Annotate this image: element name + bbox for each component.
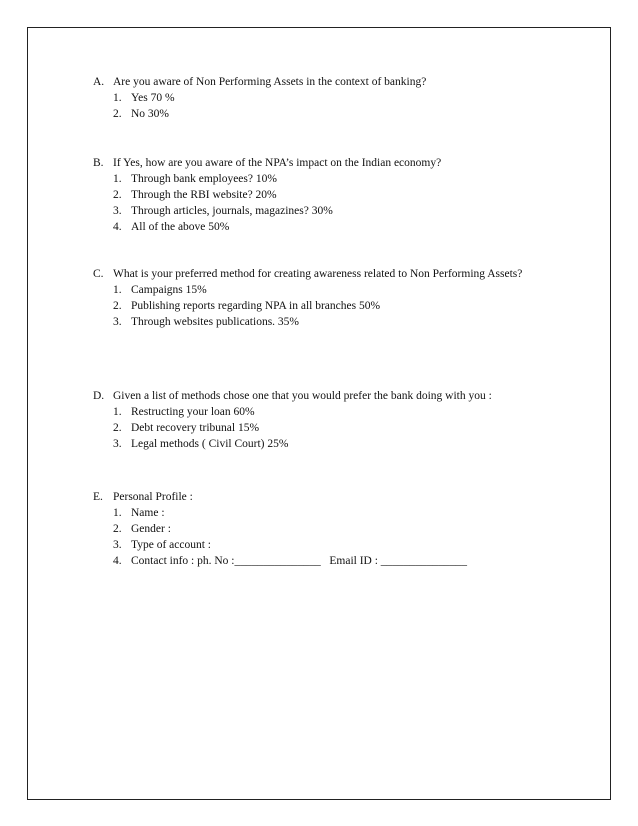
option-text: Restructing your loan 60% (131, 406, 255, 418)
option-item (93, 203, 563, 219)
question-letter: B. (93, 157, 104, 169)
option-item (93, 106, 563, 122)
option-number: 1. (113, 92, 122, 104)
option-text: Yes 70 % (131, 92, 175, 104)
option-text: Gender : (131, 523, 171, 535)
option-number: 2. (113, 189, 122, 201)
option-text: Type of account : (131, 539, 211, 551)
question-text: If Yes, how are you aware of the NPA’s impact on the Indian economy? (113, 157, 442, 169)
option-text: Legal methods ( Civil Court) 25% (131, 438, 289, 450)
question-text: Personal Profile : (113, 491, 193, 503)
option-number: 3. (113, 316, 122, 328)
option-text: Through bank employees? 10% (131, 173, 277, 185)
option-item (93, 436, 563, 452)
option-item (93, 219, 563, 235)
option-text: Through articles, journals, magazines? 30% (131, 205, 333, 217)
option-item (93, 505, 563, 521)
question-a (93, 74, 563, 122)
option-text: Name : (131, 507, 165, 519)
option-number: 2. (113, 422, 122, 434)
option-number: 2. (113, 523, 122, 535)
question-text: Given a list of methods chose one that you would prefer the bank doing with you : (113, 390, 492, 402)
question-letter: A. (93, 76, 105, 88)
option-item (93, 553, 563, 569)
option-number: 2. (113, 108, 122, 120)
question-text: What is your preferred method for creating awareness related to Non Performing Assets? (113, 268, 523, 280)
option-text: Through websites publications. 35% (131, 316, 300, 328)
option-item (93, 420, 563, 436)
question-letter: E. (93, 491, 103, 503)
option-number: 3. (113, 539, 122, 551)
option-number: 1. (113, 284, 122, 296)
question-c (93, 266, 563, 330)
option-text: Campaigns 15% (131, 284, 207, 296)
option-text: No 30% (131, 108, 170, 120)
option-item (93, 298, 563, 314)
option-item (93, 404, 563, 420)
option-item (93, 282, 563, 298)
question-e (93, 489, 563, 569)
option-number: 3. (113, 438, 122, 450)
option-number: 1. (113, 406, 122, 418)
option-text: Debt recovery tribunal 15% (131, 422, 260, 434)
question-text: Are you aware of Non Performing Assets in the context of banking? (113, 76, 427, 88)
option-item (93, 187, 563, 203)
option-number: 1. (113, 507, 122, 519)
option-number: 2. (113, 300, 122, 312)
option-number: 4. (113, 555, 122, 567)
option-item (93, 171, 563, 187)
option-text: Through the RBI website? 20% (131, 189, 277, 201)
option-text: All of the above 50% (131, 221, 230, 233)
question-b (93, 155, 563, 235)
question-d (93, 388, 563, 452)
option-item (93, 314, 563, 330)
question-letter: C. (93, 268, 104, 280)
option-item (93, 90, 563, 106)
question-letter: D. (93, 390, 105, 402)
option-item (93, 521, 563, 537)
option-number: 3. (113, 205, 122, 217)
option-item (93, 537, 563, 553)
option-text: Contact info : ph. No :_______________ Email ID : _______________ (131, 555, 468, 567)
option-number: 1. (113, 173, 122, 185)
option-text: Publishing reports regarding NPA in all branches 50% (131, 300, 381, 312)
option-number: 4. (113, 221, 122, 233)
